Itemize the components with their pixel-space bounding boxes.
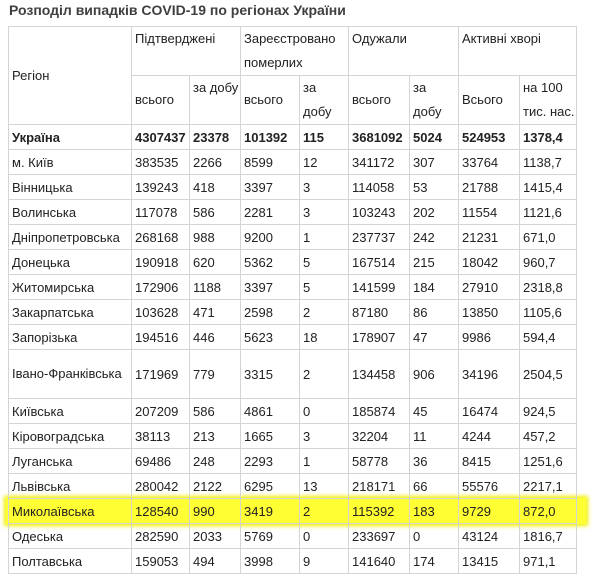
table-row	[9, 275, 577, 300]
value-cell-c-total: 128540	[132, 499, 190, 524]
value-cell-c-total: 190918	[132, 250, 190, 275]
region-cell: Дніпропетровська	[9, 225, 132, 250]
region-cell: Україна	[9, 125, 132, 150]
region-cell: Полтавська	[9, 549, 132, 574]
value-cell-c-total: 103628	[132, 300, 190, 325]
covid-regions-table	[8, 26, 577, 574]
value-cell-r-total: 114058	[349, 175, 410, 200]
header-deaths-day: за добу	[300, 76, 349, 125]
value-cell-d-day: 5	[300, 250, 349, 275]
value-cell-a-100k: 594,4	[520, 325, 577, 350]
value-cell-a-100k: 1816,7	[520, 524, 577, 549]
value-cell-a-100k: 960,7	[520, 250, 577, 275]
region-cell: Донецька	[9, 250, 132, 275]
value-cell-d-total: 2293	[241, 449, 300, 474]
value-cell-d-total: 1665	[241, 424, 300, 449]
value-cell-c-total: 38113	[132, 424, 190, 449]
header-recovered-day: за добу	[410, 76, 459, 125]
region-cell: Львівська	[9, 474, 132, 499]
table-row	[9, 474, 577, 499]
value-cell-d-total: 5623	[241, 325, 300, 350]
table-row	[9, 499, 577, 524]
table-row	[9, 549, 577, 574]
header-deaths: Зареєстровано померлих	[241, 27, 349, 76]
table-row	[9, 449, 577, 474]
value-cell-c-day: 990	[190, 499, 241, 524]
value-cell-a-100k: 924,5	[520, 399, 577, 424]
value-cell-r-day: 0	[410, 524, 459, 549]
table-row	[9, 300, 577, 325]
header-row-groups	[9, 27, 577, 76]
value-cell-a-100k: 1121,6	[520, 200, 577, 225]
value-cell-a-100k: 671,0	[520, 225, 577, 250]
value-cell-d-total: 2281	[241, 200, 300, 225]
value-cell-a-total: 43124	[459, 524, 520, 549]
value-cell-r-total: 237737	[349, 225, 410, 250]
value-cell-r-total: 233697	[349, 524, 410, 549]
value-cell-r-day: 11	[410, 424, 459, 449]
region-cell: Миколаївська	[9, 499, 132, 524]
value-cell-c-day: 213	[190, 424, 241, 449]
value-cell-c-day: 988	[190, 225, 241, 250]
table-row	[9, 524, 577, 549]
value-cell-r-day: 174	[410, 549, 459, 574]
header-total-label: всього	[135, 92, 174, 107]
value-cell-d-day: 2	[300, 300, 349, 325]
value-cell-a-total: 13850	[459, 300, 520, 325]
table-row	[9, 399, 577, 424]
value-cell-a-total: 524953	[459, 125, 520, 150]
value-cell-a-100k: 1378,4	[520, 125, 577, 150]
value-cell-r-day: 47	[410, 325, 459, 350]
value-cell-a-total: 55576	[459, 474, 520, 499]
value-cell-c-day: 248	[190, 449, 241, 474]
header-confirmed-day: за добу	[190, 76, 241, 125]
table-row	[9, 200, 577, 225]
value-cell-a-100k: 1415,4	[520, 175, 577, 200]
value-cell-d-day: 1	[300, 449, 349, 474]
value-cell-d-total: 3315	[241, 350, 300, 399]
value-cell-d-total: 5362	[241, 250, 300, 275]
value-cell-r-total: 141599	[349, 275, 410, 300]
table-row	[9, 150, 577, 175]
value-cell-r-total: 58778	[349, 449, 410, 474]
page-title: Розподіл випадків COVID-19 по регіонах України	[9, 2, 346, 18]
value-cell-a-total: 21231	[459, 225, 520, 250]
header-confirmed-total	[132, 76, 190, 125]
region-cell: Одеська	[9, 524, 132, 549]
value-cell-r-total: 115392	[349, 499, 410, 524]
value-cell-c-total: 194516	[132, 325, 190, 350]
value-cell-d-day: 115	[300, 125, 349, 150]
value-cell-c-day: 586	[190, 200, 241, 225]
value-cell-r-day: 183	[410, 499, 459, 524]
value-cell-a-total: 4244	[459, 424, 520, 449]
value-cell-c-total: 159053	[132, 549, 190, 574]
value-cell-d-day: 1	[300, 225, 349, 250]
value-cell-r-total: 141640	[349, 549, 410, 574]
value-cell-c-day: 779	[190, 350, 241, 399]
value-cell-r-day: 53	[410, 175, 459, 200]
value-cell-d-total: 2598	[241, 300, 300, 325]
value-cell-r-total: 341172	[349, 150, 410, 175]
value-cell-r-day: 86	[410, 300, 459, 325]
header-total-label: всього	[352, 92, 391, 107]
value-cell-d-day: 0	[300, 524, 349, 549]
value-cell-r-day: 202	[410, 200, 459, 225]
value-cell-d-day: 13	[300, 474, 349, 499]
value-cell-c-total: 280042	[132, 474, 190, 499]
value-cell-d-total: 4861	[241, 399, 300, 424]
table-row	[9, 325, 577, 350]
value-cell-a-total: 34196	[459, 350, 520, 399]
value-cell-r-day: 184	[410, 275, 459, 300]
table-row-total	[9, 125, 577, 150]
region-cell: Житомирська	[9, 275, 132, 300]
value-cell-r-total: 103243	[349, 200, 410, 225]
value-cell-a-total: 18042	[459, 250, 520, 275]
value-cell-c-day: 2033	[190, 524, 241, 549]
value-cell-a-total: 27910	[459, 275, 520, 300]
value-cell-a-100k: 2318,8	[520, 275, 577, 300]
value-cell-c-day: 620	[190, 250, 241, 275]
value-cell-r-total: 167514	[349, 250, 410, 275]
value-cell-a-total: 21788	[459, 175, 520, 200]
value-cell-c-total: 172906	[132, 275, 190, 300]
value-cell-c-total: 383535	[132, 150, 190, 175]
table-row	[9, 175, 577, 200]
value-cell-d-day: 3	[300, 175, 349, 200]
value-cell-r-day: 66	[410, 474, 459, 499]
table-row	[9, 350, 577, 399]
header-region: Регіон	[9, 27, 132, 125]
region-cell: Запорізька	[9, 325, 132, 350]
value-cell-d-day: 2	[300, 499, 349, 524]
value-cell-r-total: 32204	[349, 424, 410, 449]
header-deaths-total	[241, 76, 300, 125]
header-active-total	[459, 76, 520, 125]
value-cell-r-day: 242	[410, 225, 459, 250]
header-confirmed: Підтверджені	[132, 27, 241, 76]
value-cell-c-total: 69486	[132, 449, 190, 474]
value-cell-c-total: 4307437	[132, 125, 190, 150]
value-cell-d-day: 3	[300, 200, 349, 225]
value-cell-c-day: 2266	[190, 150, 241, 175]
value-cell-r-day: 45	[410, 399, 459, 424]
value-cell-a-total: 11554	[459, 200, 520, 225]
header-recovered-total	[349, 76, 410, 125]
value-cell-d-day: 12	[300, 150, 349, 175]
value-cell-d-total: 3419	[241, 499, 300, 524]
value-cell-r-total: 218171	[349, 474, 410, 499]
value-cell-c-day: 494	[190, 549, 241, 574]
value-cell-c-day: 586	[190, 399, 241, 424]
value-cell-c-total: 207209	[132, 399, 190, 424]
value-cell-a-100k: 1105,6	[520, 300, 577, 325]
value-cell-d-total: 6295	[241, 474, 300, 499]
value-cell-a-total: 33764	[459, 150, 520, 175]
value-cell-a-total: 13415	[459, 549, 520, 574]
value-cell-d-day: 5	[300, 275, 349, 300]
value-cell-d-total: 8599	[241, 150, 300, 175]
header-total-cap-label: Всього	[462, 92, 503, 107]
value-cell-c-day: 2122	[190, 474, 241, 499]
region-cell: Луганська	[9, 449, 132, 474]
header-active: Активні хворі	[459, 27, 577, 76]
value-cell-a-100k: 1251,6	[520, 449, 577, 474]
value-cell-c-total: 282590	[132, 524, 190, 549]
value-cell-a-100k: 971,1	[520, 549, 577, 574]
value-cell-d-total: 101392	[241, 125, 300, 150]
value-cell-c-day: 471	[190, 300, 241, 325]
region-cell: Волинська	[9, 200, 132, 225]
value-cell-c-total: 268168	[132, 225, 190, 250]
region-cell: Вінницька	[9, 175, 132, 200]
value-cell-a-total: 9986	[459, 325, 520, 350]
value-cell-a-total: 9729	[459, 499, 520, 524]
value-cell-d-total: 3397	[241, 275, 300, 300]
value-cell-r-day: 906	[410, 350, 459, 399]
header-recovered: Одужали	[349, 27, 459, 76]
region-cell: Івано-Франківська	[9, 350, 132, 399]
value-cell-a-total: 16474	[459, 399, 520, 424]
value-cell-d-day: 3	[300, 424, 349, 449]
value-cell-r-total: 185874	[349, 399, 410, 424]
region-cell: Київська	[9, 399, 132, 424]
value-cell-c-total: 139243	[132, 175, 190, 200]
value-cell-c-day: 1188	[190, 275, 241, 300]
value-cell-d-total: 3397	[241, 175, 300, 200]
table-row	[9, 250, 577, 275]
value-cell-r-total: 134458	[349, 350, 410, 399]
value-cell-d-total: 3998	[241, 549, 300, 574]
value-cell-c-day: 446	[190, 325, 241, 350]
table-row	[9, 225, 577, 250]
value-cell-r-total: 178907	[349, 325, 410, 350]
value-cell-c-day: 23378	[190, 125, 241, 150]
value-cell-a-100k: 2504,5	[520, 350, 577, 399]
value-cell-r-total: 87180	[349, 300, 410, 325]
header-active-per100k: на 100 тис. нас.	[520, 76, 577, 125]
value-cell-r-day: 5024	[410, 125, 459, 150]
value-cell-a-100k: 457,2	[520, 424, 577, 449]
value-cell-r-day: 36	[410, 449, 459, 474]
value-cell-a-100k: 2217,1	[520, 474, 577, 499]
value-cell-a-100k: 1138,7	[520, 150, 577, 175]
value-cell-d-day: 18	[300, 325, 349, 350]
value-cell-a-100k: 872,0	[520, 499, 577, 524]
value-cell-c-total: 171969	[132, 350, 190, 399]
value-cell-d-total: 9200	[241, 225, 300, 250]
header-total-label: всього	[244, 92, 283, 107]
value-cell-d-day: 0	[300, 399, 349, 424]
table-row	[9, 424, 577, 449]
region-cell: Кіровоградська	[9, 424, 132, 449]
value-cell-r-day: 307	[410, 150, 459, 175]
value-cell-d-total: 5769	[241, 524, 300, 549]
value-cell-c-total: 117078	[132, 200, 190, 225]
region-cell: м. Київ	[9, 150, 132, 175]
region-cell: Закарпатська	[9, 300, 132, 325]
value-cell-c-day: 418	[190, 175, 241, 200]
value-cell-a-total: 8415	[459, 449, 520, 474]
value-cell-d-day: 2	[300, 350, 349, 399]
value-cell-d-day: 9	[300, 549, 349, 574]
value-cell-r-total: 3681092	[349, 125, 410, 150]
value-cell-r-day: 215	[410, 250, 459, 275]
